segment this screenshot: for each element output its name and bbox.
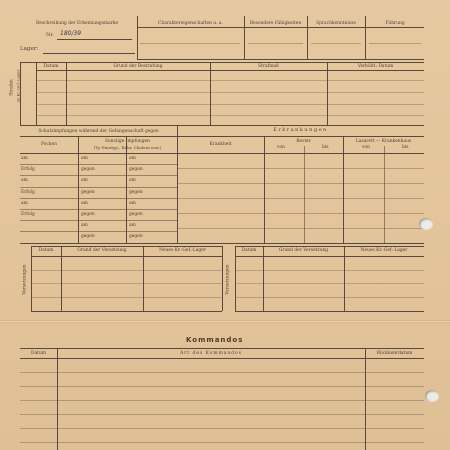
strafen-side-label-2: im Kr.-Gef.-Lager	[15, 69, 21, 103]
schutz-cell-right: am	[129, 200, 136, 206]
schutz-cell-right: am	[129, 156, 136, 161]
schutz-cell-right: am	[129, 223, 136, 229]
schutz-cell-mid: am	[81, 178, 88, 184]
pocken-header: Pocken	[41, 142, 57, 147]
nr-label: Nr.	[46, 32, 54, 38]
versetzung-grund-header: Grund der Versetzung	[77, 248, 127, 253]
erkennungsmarke-label: Beschreibung der Erkennungsmarke	[36, 21, 119, 26]
schutz-row-line	[20, 164, 177, 165]
schutz-cell-left: Erfolg	[21, 167, 35, 173]
kommandos-art-header: Art des Kommandos	[180, 351, 242, 356]
schutz-row-line	[20, 187, 177, 188]
schutz-cell-mid: gegen	[81, 234, 95, 240]
schutz-cell-left: Erfolg	[21, 212, 35, 217]
revier-bis: bis	[322, 145, 329, 150]
versetzung-datum-header: Datum	[38, 248, 54, 253]
krankheit-header: Krankheit	[209, 142, 232, 147]
schutz-row-line	[20, 175, 177, 176]
punch-hole-lower	[425, 390, 439, 402]
punch-hole-upper	[419, 218, 433, 230]
kommandos-rueckkehr-header: Rückkehrdatum	[376, 351, 413, 356]
revier-header: Revier	[296, 139, 311, 144]
schutz-row-line	[20, 209, 177, 210]
schutz-cell-left: am	[21, 200, 28, 206]
versetzung-neues-lager-header-2: Neues Kr.-Gef.-Lager	[360, 248, 408, 253]
faehigkeiten-header: Besondere Fähigkeiten	[249, 21, 302, 26]
schutz-cell-left: am	[21, 156, 28, 161]
kommandos-title: Kommandos	[186, 336, 244, 344]
strafen-strafmass-header: Strafmaß	[258, 64, 279, 69]
schutz-row-line	[20, 231, 177, 232]
charaktereigenschaften-header: Charaktereigenschaften u. a.	[158, 21, 223, 26]
strafen-side-label: Strafen	[9, 79, 15, 96]
schutz-cell-mid: am	[81, 200, 88, 206]
strafen-grund-header: Grund der Bestrafung	[113, 64, 163, 69]
lazarett-von: von	[362, 145, 370, 150]
schutz-cell-mid: gegen	[81, 189, 95, 195]
versetzungen-side-label-right: Versetzungen	[225, 264, 231, 295]
schutz-cell-right: gegen	[129, 189, 143, 195]
lazarett-header: Lazarett — Krankenhaus	[355, 139, 412, 144]
paper-fold	[0, 320, 450, 323]
schutz-cell-right: gegen	[129, 234, 143, 240]
revier-von: von	[277, 145, 285, 150]
sprachkenntnisse-header: Sprachkenntnisse	[316, 21, 356, 26]
nr-value: 180/39	[60, 30, 82, 37]
versetzung-datum-header-2: Datum	[241, 248, 257, 253]
schutz-cell-mid: gegen	[81, 212, 95, 217]
schutz-cell-left: Erfolg	[21, 189, 35, 195]
schutz-row-line	[20, 198, 177, 199]
sonstige-impfungen-subheader: (Ty.-Paratyp., Ruhr, Cholera usw.)	[93, 145, 162, 150]
schutz-cell-right: am	[129, 178, 136, 184]
sonstige-impfungen-header: Sonstige Impfungen	[105, 139, 150, 144]
strafen-datum-header: Datum	[43, 64, 59, 69]
versetzung-grund-header-2: Grund der Versetzung	[278, 248, 329, 253]
erkrankungen-title: Erkrankungen	[273, 127, 328, 133]
strafen-verbuesst-header: Verbüßt: Datum	[357, 64, 394, 69]
versetzungen-side-label-left: Versetzungen	[22, 264, 28, 295]
schutzimpfungen-title: Schutzimpfungen während der Gefangenschaft gegen	[38, 129, 159, 134]
schutz-row-line	[20, 220, 177, 221]
versetzung-neues-lager-header: Neues Kr.-Gef.-Lager	[159, 248, 206, 253]
lazarett-bis: bis	[402, 145, 409, 150]
schutz-cell-right: gegen	[129, 167, 143, 173]
schutz-cell-mid: am	[81, 156, 88, 161]
schutz-cell-left: am	[21, 178, 28, 184]
lager-label: Lager:	[20, 46, 39, 52]
kommandos-datum-header: Datum	[31, 351, 46, 356]
schutz-cell-mid: am	[81, 223, 88, 229]
schutz-cell-mid: gegen	[81, 167, 95, 173]
fuehrung-header: Führung	[385, 21, 405, 26]
schutz-cell-right: gegen	[129, 212, 143, 217]
